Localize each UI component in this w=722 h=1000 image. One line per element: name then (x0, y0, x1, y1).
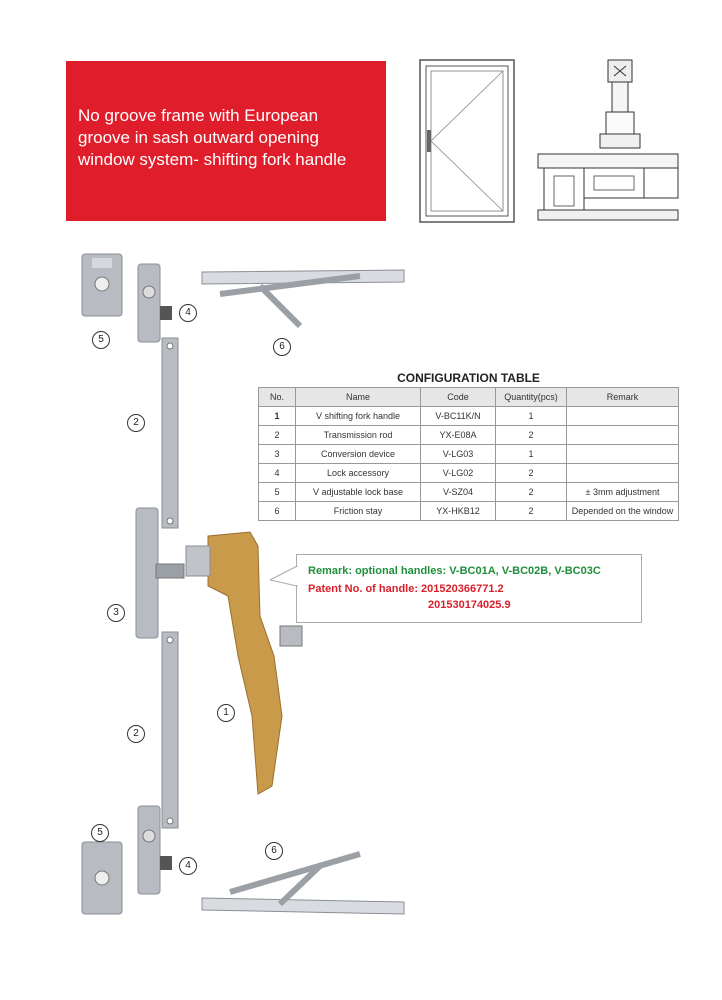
cell-quantity: 2 (496, 502, 567, 521)
cell-code: V-BC11K/N (421, 407, 496, 426)
title-banner (66, 61, 386, 221)
cell-name: Friction stay (296, 502, 421, 521)
cell-name: V adjustable lock base (296, 483, 421, 502)
header-remark: Remark (567, 388, 679, 407)
friction-stay-icon-lower (202, 854, 404, 914)
lock-base-icon (82, 254, 122, 316)
cell-name: V shifting fork handle (296, 407, 421, 426)
cell-no: 4 (259, 464, 296, 483)
callout-4-top: 4 (179, 304, 197, 322)
table-row (259, 502, 679, 521)
callout-3: 3 (107, 604, 125, 622)
cell-no: 2 (259, 426, 296, 445)
callout-2-bottom: 2 (127, 725, 145, 743)
header-no: No. (259, 388, 296, 407)
cell-quantity: 2 (496, 483, 567, 502)
configuration-table (258, 387, 679, 521)
table-header-row (259, 388, 679, 407)
table-row (259, 483, 679, 502)
callout-6-top: 6 (273, 338, 291, 356)
header-code: Code (421, 388, 496, 407)
cell-no: 6 (259, 502, 296, 521)
table-row (259, 464, 679, 483)
cell-remark: Depended on the window (567, 502, 679, 521)
header-quantity: Quantity(pcs) (496, 388, 567, 407)
callout-5-top: 5 (92, 331, 110, 349)
table-row (259, 407, 679, 426)
cell-quantity: 1 (496, 407, 567, 426)
remark-pointer-icon (270, 566, 298, 588)
cell-no: 5 (259, 483, 296, 502)
cell-code: YX-E08A (421, 426, 496, 445)
cell-name: Conversion device (296, 445, 421, 464)
cell-no: 1 (259, 407, 296, 426)
window-elevation-icon (418, 58, 516, 224)
cell-remark: ± 3mm adjustment (567, 483, 679, 502)
transmission-rod-icon (162, 338, 178, 528)
cell-no: 3 (259, 445, 296, 464)
cell-quantity: 2 (496, 426, 567, 445)
cell-code: YX-HKB12 (421, 502, 496, 521)
banner-title: No groove frame with European groove in sash outward opening window system- shifting fork handle (78, 106, 347, 169)
cell-code: V-LG03 (421, 445, 496, 464)
cell-remark (567, 407, 679, 426)
lock-base-icon-lower (82, 842, 122, 914)
callout-5-bottom: 5 (91, 824, 109, 842)
cell-code: V-LG02 (421, 464, 496, 483)
table-row (259, 426, 679, 445)
cell-quantity: 1 (496, 445, 567, 464)
cell-quantity: 2 (496, 464, 567, 483)
friction-stay-icon (202, 270, 404, 326)
cell-remark (567, 445, 679, 464)
header-name: Name (296, 388, 421, 407)
cell-remark (567, 464, 679, 483)
table-row (259, 445, 679, 464)
cell-code: V-SZ04 (421, 483, 496, 502)
cell-name: Transmission rod (296, 426, 421, 445)
remark-patent-no-2: 201530174025.9 (428, 599, 511, 611)
profile-section-icon (534, 58, 684, 228)
callout-4-bottom: 4 (179, 857, 197, 875)
lock-accessory-icon (138, 264, 172, 342)
cell-remark (567, 426, 679, 445)
callout-1: 1 (217, 704, 235, 722)
remark-patent-no: Patent No. of handle: 201520366771.2 (308, 583, 504, 595)
cell-name: Lock accessory (296, 464, 421, 483)
configuration-table-title: CONFIGURATION TABLE (397, 371, 540, 385)
callout-2-top: 2 (127, 414, 145, 432)
callout-6-bottom: 6 (265, 842, 283, 860)
transmission-rod-icon-lower (162, 632, 178, 828)
remark-optional-handles: Remark: optional handles: V-BC01A, V-BC02B, V-BC03C (308, 565, 601, 577)
